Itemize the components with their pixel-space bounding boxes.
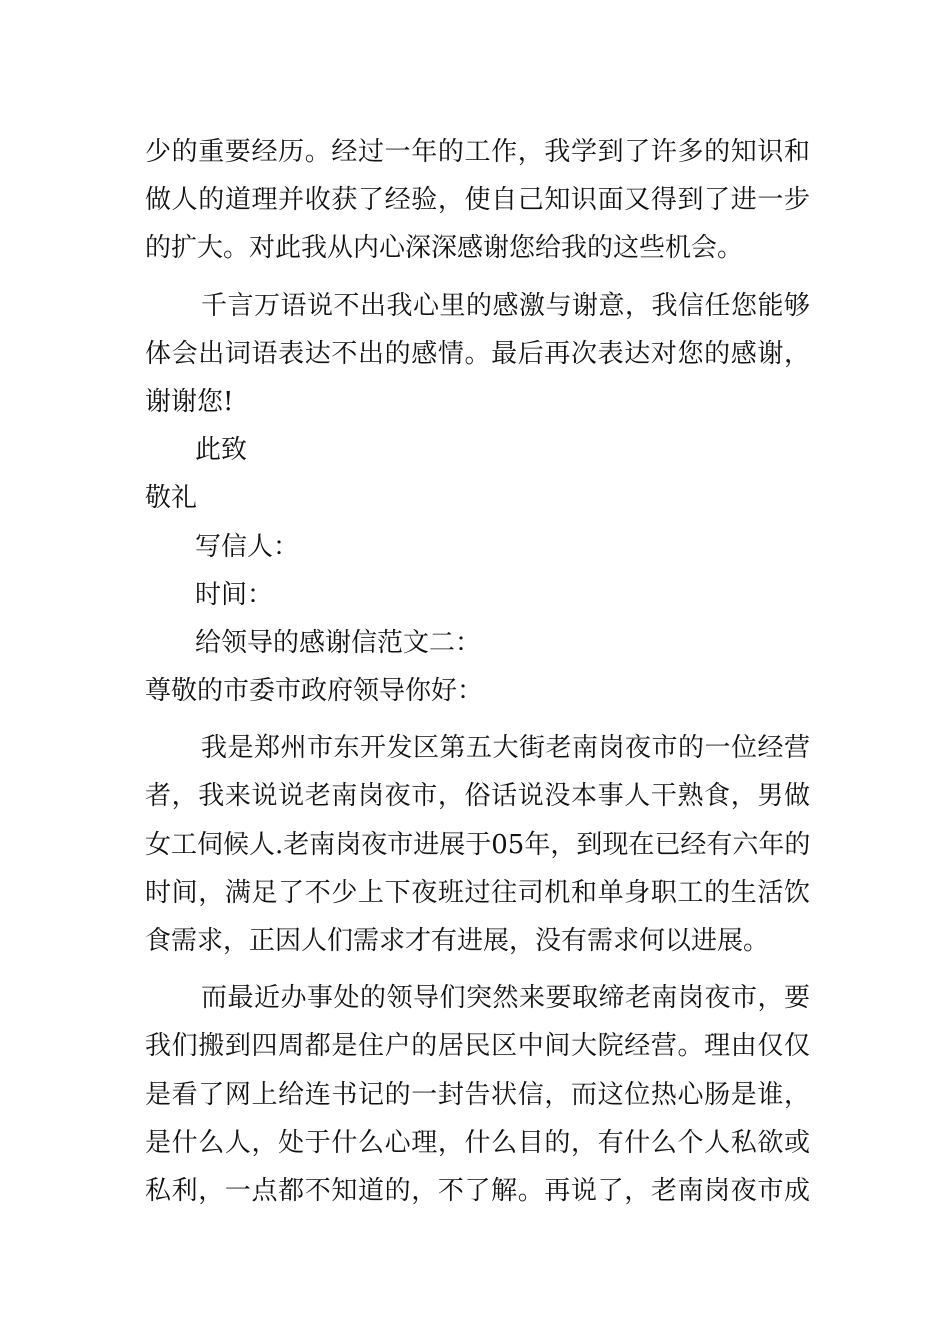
text-line: 者，我来说说老南岗夜市，俗话说没本事人干熟食，男做 (145, 781, 810, 812)
text-line: 时间，满足了不少上下夜班过往司机和单身职工的生活饮 (145, 877, 810, 908)
text-line: 我是郑州市东开发区第五大街老南岗夜市的一位经营 (201, 733, 810, 764)
closing-line: 此致 (195, 435, 248, 466)
paragraph-gap (145, 965, 810, 974)
text-line: 而最近办事处的领导们突然来要取缔老南岗夜市，要 (201, 983, 810, 1014)
text-line: 少的重要经历。经过一年的工作，我学到了许多的知识和 (145, 137, 810, 167)
paragraph-gap (145, 273, 810, 282)
paragraph-gap (145, 715, 810, 724)
text-line: 的扩大。对此我从内心深深感谢您给我的这些机会。 (145, 233, 744, 264)
text-line: 谢谢您! (145, 386, 234, 417)
text-line: 食需求，正因人们需求才有进展，没有需求何以进展。 (145, 926, 770, 956)
text-line: 我们搬到四周都是住户的居民区中间大院经营。理由仅仅 (145, 1031, 810, 1062)
text-line: 女工伺候人.老南岗夜市进展于05年，到现在已经有六年的 (145, 829, 811, 860)
signature-line: 写信人： (195, 531, 300, 562)
text-line: 做人的道理并收获了经验，使自己知识面又得到了进一步 (145, 185, 810, 216)
date-line: 时间： (195, 579, 274, 610)
salutation: 尊敬的市委市政府领导你好： (145, 676, 484, 707)
text-line: 体会出词语表达不出的感情。最后再次表达对您的感谢， (145, 338, 810, 369)
closing-salute: 敬礼 (145, 483, 198, 514)
text-line: 是看了网上给连书记的一封告状信，而这位热心肠是谁， (145, 1079, 810, 1110)
text-line: 私利，一点都不知道的，不了解。再说了，老南岗夜市成 (145, 1175, 810, 1206)
letter-body (145, 128, 810, 1215)
section-heading: 给领导的感谢信范文二： (195, 627, 482, 658)
text-line: 是什么人，处于什么心理，什么目的，有什么个人私欲或 (145, 1127, 810, 1158)
text-line: 千言万语说不出我心里的感激与谢意，我信任您能够 (201, 290, 810, 321)
